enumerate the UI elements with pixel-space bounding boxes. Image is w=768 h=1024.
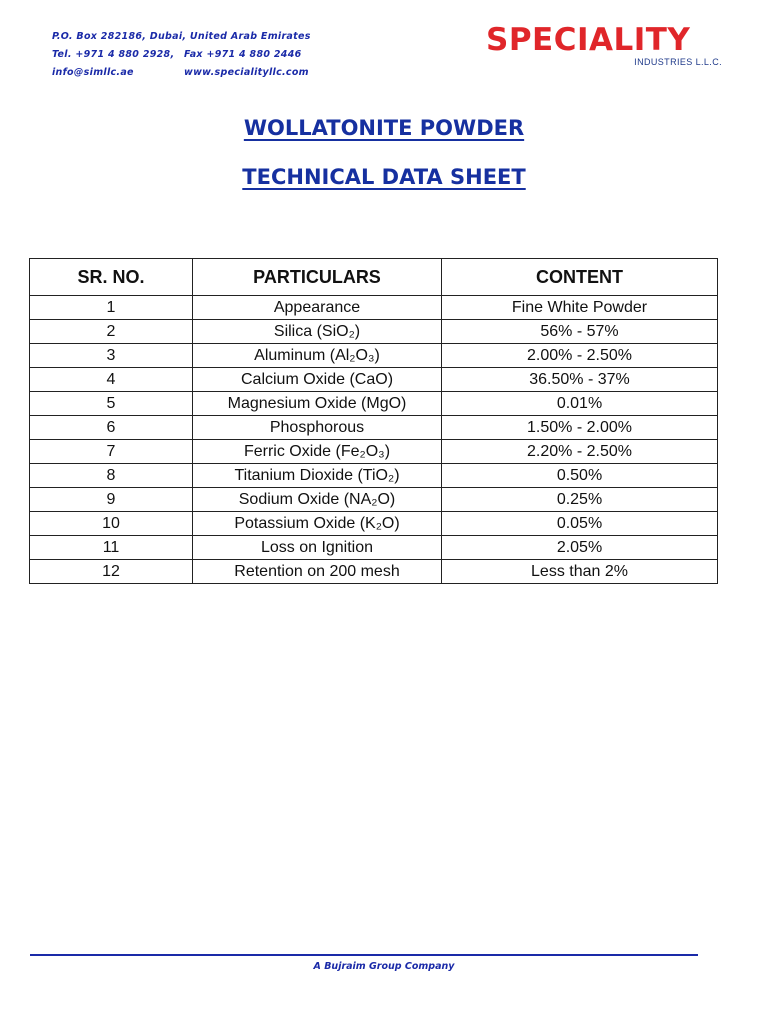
particular-cell: Aluminum (Al₂O₃) xyxy=(193,344,442,368)
content-cell: 36.50% - 37% xyxy=(442,368,718,392)
content-cell: 0.01% xyxy=(442,392,718,416)
sr-cell: 1 xyxy=(30,296,193,320)
table-row xyxy=(30,344,718,368)
content-cell: 1.50% - 2.00% xyxy=(442,416,718,440)
particular-cell: Retention on 200 mesh xyxy=(193,560,442,584)
contact-block xyxy=(52,28,311,82)
sr-cell: 6 xyxy=(30,416,193,440)
footer-company: A Bujraim Group Company xyxy=(313,961,455,972)
content-cell: 0.25% xyxy=(442,488,718,512)
footer-divider xyxy=(30,954,698,956)
table-row xyxy=(30,320,718,344)
content-cell: 0.50% xyxy=(442,464,718,488)
tel-text: Tel. +971 4 880 2928, xyxy=(52,49,175,60)
sr-cell: 12 xyxy=(30,560,193,584)
content-cell: 2.20% - 2.50% xyxy=(442,440,718,464)
fax-text: Fax +971 4 880 2446 xyxy=(184,49,302,60)
particular-cell: Appearance xyxy=(193,296,442,320)
sr-cell: 9 xyxy=(30,488,193,512)
table-row xyxy=(30,488,718,512)
content-cell: 0.05% xyxy=(442,512,718,536)
particular-cell: Silica (SiO₂) xyxy=(193,320,442,344)
sr-cell: 5 xyxy=(30,392,193,416)
table-row xyxy=(30,560,718,584)
content-cell: 2.05% xyxy=(442,536,718,560)
table-row xyxy=(30,392,718,416)
email-link[interactable]: info@simllc.ae xyxy=(52,67,134,78)
particular-cell: Magnesium Oxide (MgO) xyxy=(193,392,442,416)
web-line xyxy=(52,64,311,82)
product-title: WOLLATONITE POWDER xyxy=(243,116,525,140)
sr-cell: 2 xyxy=(30,320,193,344)
particular-cell: Loss on Ignition xyxy=(193,536,442,560)
table-row xyxy=(30,296,718,320)
website-link[interactable]: www.specialityllc.com xyxy=(184,67,309,78)
particular-cell: Phosphorous xyxy=(193,416,442,440)
sr-cell: 11 xyxy=(30,536,193,560)
sr-cell: 4 xyxy=(30,368,193,392)
logo-subtitle: INDUSTRIES L.L.C. xyxy=(634,57,722,67)
table-row xyxy=(30,464,718,488)
logo-wordmark: SPECIALITY xyxy=(486,22,691,58)
header-sr-no: SR. NO. xyxy=(30,259,193,296)
table-row xyxy=(30,416,718,440)
header-particulars: PARTICULARS xyxy=(193,259,442,296)
table-row xyxy=(30,512,718,536)
particular-cell: Potassium Oxide (K₂O) xyxy=(193,512,442,536)
particular-cell: Ferric Oxide (Fe₂O₃) xyxy=(193,440,442,464)
particular-cell: Sodium Oxide (NA₂O) xyxy=(193,488,442,512)
address-line xyxy=(52,28,311,46)
address-text: P.O. Box 282186, Dubai, United Arab Emirates xyxy=(52,31,311,42)
sr-cell: 7 xyxy=(30,440,193,464)
company-logo xyxy=(486,20,726,70)
spec-table xyxy=(29,258,718,584)
sr-cell: 3 xyxy=(30,344,193,368)
sr-cell: 10 xyxy=(30,512,193,536)
table-row xyxy=(30,440,718,464)
content-cell: 2.00% - 2.50% xyxy=(442,344,718,368)
particular-cell: Titanium Dioxide (TiO₂) xyxy=(193,464,442,488)
table-row xyxy=(30,536,718,560)
content-cell: Fine White Powder xyxy=(442,296,718,320)
table-header-row xyxy=(30,259,718,296)
content-cell: 56% - 57% xyxy=(442,320,718,344)
table-row xyxy=(30,368,718,392)
phone-line xyxy=(52,46,311,64)
sr-cell: 8 xyxy=(30,464,193,488)
content-cell: Less than 2% xyxy=(442,560,718,584)
header-content: CONTENT xyxy=(442,259,718,296)
sheet-title: TECHNICAL DATA SHEET xyxy=(242,165,526,189)
particular-cell: Calcium Oxide (CaO) xyxy=(193,368,442,392)
